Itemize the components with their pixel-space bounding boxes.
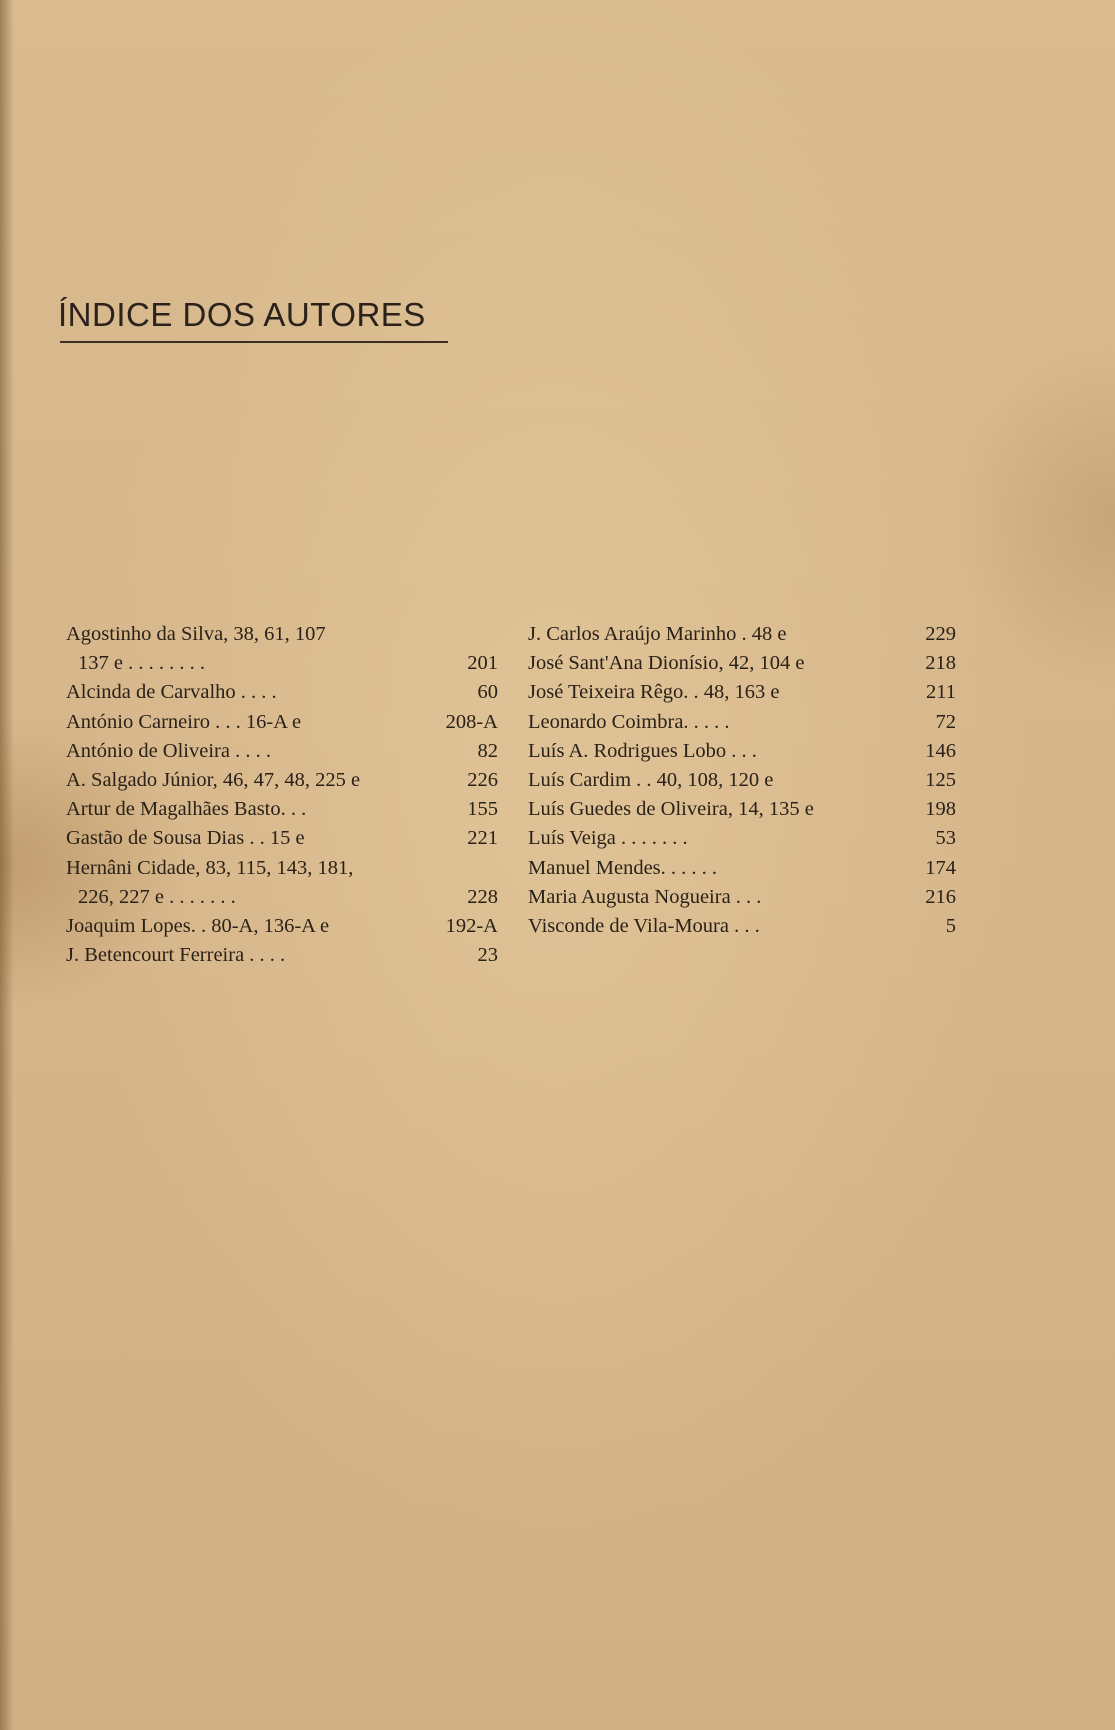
index-entry-row xyxy=(66,620,498,649)
page-number: 226 xyxy=(467,768,498,791)
page-number: 218 xyxy=(925,652,956,675)
author-entry: Luís A. Rodrigues Lobo . . . xyxy=(528,739,757,762)
index-entry-row xyxy=(528,708,956,737)
page-number: 229 xyxy=(925,623,956,645)
title-underline xyxy=(60,341,448,343)
index-entry-row xyxy=(66,737,498,766)
page-number: 211 xyxy=(926,681,956,704)
page-number: 125 xyxy=(925,768,956,791)
author-entry: Maria Augusta Nogueira . . . xyxy=(528,885,762,908)
author-entry: Alcinda de Carvalho . . . . xyxy=(66,681,277,704)
page-number: 23 xyxy=(477,944,498,967)
author-entry: J. Carlos Araújo Marinho . 48 e xyxy=(528,623,787,645)
page-number: 198 xyxy=(925,798,956,821)
index-entry-row xyxy=(66,912,498,941)
left-index-column xyxy=(66,620,498,970)
author-entry: Luís Guedes de Oliveira, 14, 135 e xyxy=(528,798,814,821)
author-entry: A. Salgado Júnior, 46, 47, 48, 225 e xyxy=(66,768,361,791)
index-entry-row xyxy=(528,766,956,795)
page-number: 5 xyxy=(945,914,956,937)
author-entry: Visconde de Vila-Moura . . . xyxy=(528,914,760,937)
index-entry-row xyxy=(66,708,498,737)
page-number: 155 xyxy=(467,798,498,821)
page-number: 174 xyxy=(925,856,956,879)
index-entry-row xyxy=(66,824,498,853)
author-entry: Artur de Magalhães Basto. . . xyxy=(66,798,307,821)
index-entry-row xyxy=(528,620,956,649)
author-entry: Gastão de Sousa Dias . . 15 e xyxy=(66,827,305,850)
page-number: 192-A xyxy=(445,914,498,937)
author-entry: José Teixeira Rêgo. . 48, 163 e xyxy=(528,681,780,704)
index-entry-row xyxy=(528,854,956,883)
page-edge-shadow xyxy=(0,0,14,1730)
author-entry: Hernâni Cidade, 83, 115, 143, 181, xyxy=(66,856,354,879)
index-entry-row xyxy=(66,766,498,795)
author-entry: António de Oliveira . . . . xyxy=(66,739,271,762)
author-entry: Leonardo Coimbra. . . . . xyxy=(528,710,730,733)
author-entry: 226, 227 e . . . . . . . xyxy=(78,885,236,908)
index-entry-row xyxy=(66,883,498,912)
index-entry-row xyxy=(528,912,956,941)
page-number: 201 xyxy=(467,652,498,675)
page-number: 221 xyxy=(467,827,498,850)
page-number: 53 xyxy=(935,827,956,850)
index-entry-row xyxy=(66,941,498,970)
author-entry: Joaquim Lopes. . 80-A, 136-A e xyxy=(66,914,330,937)
page-number: 208-A xyxy=(445,710,498,733)
index-entry-row xyxy=(66,854,498,883)
index-entry-row xyxy=(66,795,498,824)
index-entry-row xyxy=(66,649,498,678)
page-number: 228 xyxy=(467,885,498,908)
index-entry-row xyxy=(528,795,956,824)
index-entry-row xyxy=(528,824,956,853)
index-entry-row xyxy=(66,678,498,707)
page-number: 72 xyxy=(935,710,956,733)
page-number: 60 xyxy=(477,681,498,704)
index-entry-row xyxy=(528,883,956,912)
page-number: 82 xyxy=(477,739,498,762)
page-number: 216 xyxy=(925,885,956,908)
index-entry-row xyxy=(528,737,956,766)
page-number: 146 xyxy=(925,739,956,762)
author-entry: António Carneiro . . . 16-A e xyxy=(66,710,302,733)
right-index-column xyxy=(528,620,956,941)
author-entry: J. Betencourt Ferreira . . . . xyxy=(66,944,286,967)
index-entry-row xyxy=(528,649,956,678)
author-entry: Manuel Mendes. . . . . . xyxy=(528,856,718,879)
author-entry: Luís Veiga . . . . . . . xyxy=(528,827,688,850)
index-title: ÍNDICE DOS AUTORES xyxy=(58,296,426,333)
index-entry-row xyxy=(528,678,956,707)
author-entry: José Sant'Ana Dionísio, 42, 104 e xyxy=(528,652,805,675)
author-entry: Agostinho da Silva, 38, 61, 107 xyxy=(66,623,326,645)
author-entry: 137 e . . . . . . . . xyxy=(78,652,205,675)
author-entry: Luís Cardim . . 40, 108, 120 e xyxy=(528,768,774,791)
